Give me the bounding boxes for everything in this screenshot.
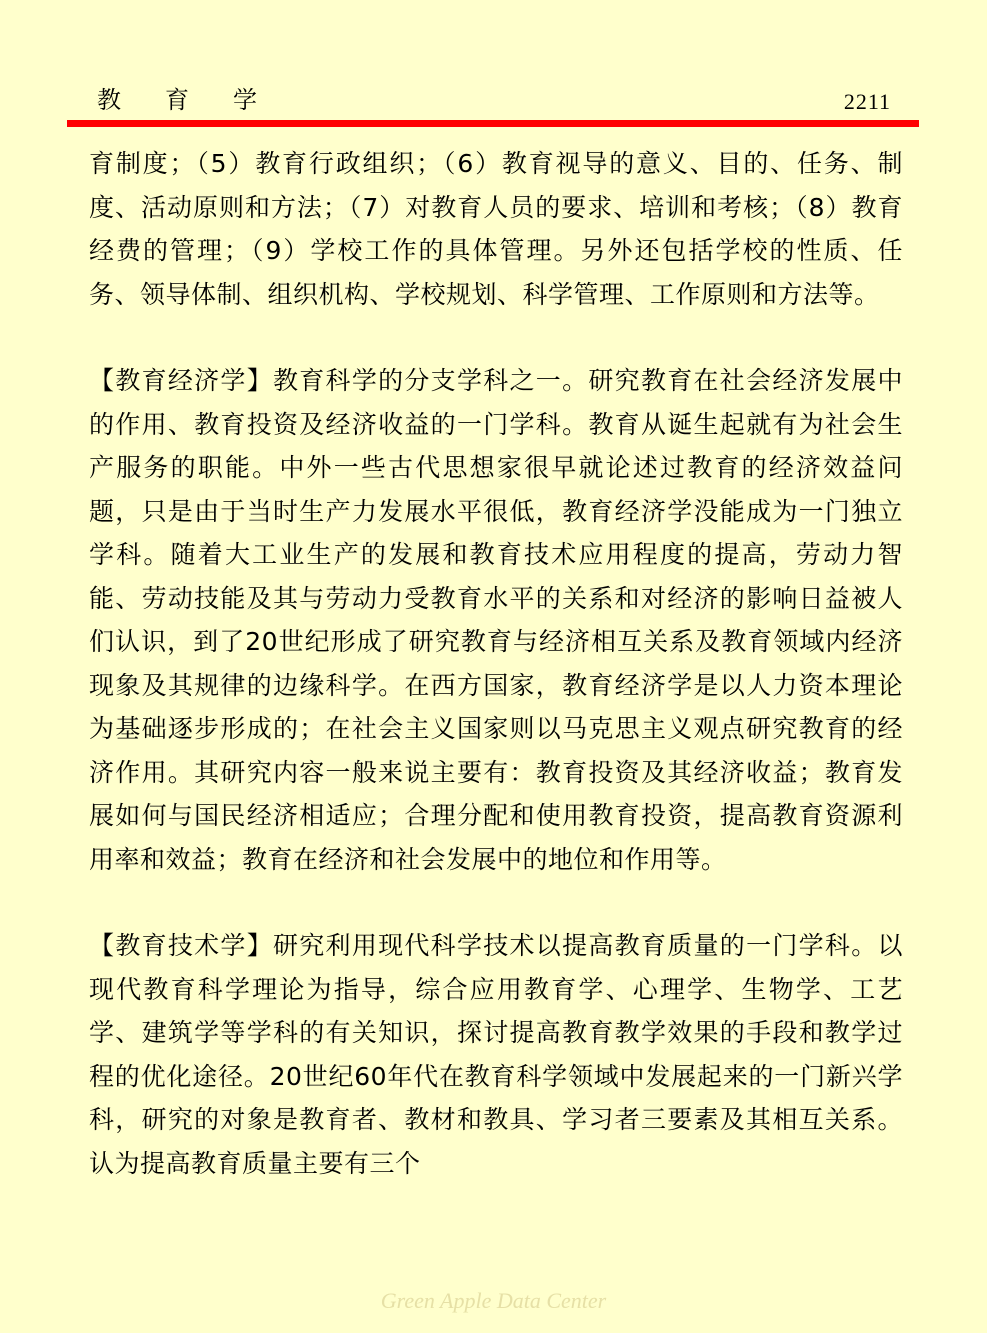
entry-text: 育制度；（5）教育行政组织；（6）教育视导的意义、目的、任务、制度、活动原则和方法；（7）对教育人员的要求、培训和考核；（8）教育经费的管理；（9）学校工作的具体管理。另外还包括学校的性质、任务、领导体制、组织机构、学校规划、科学管理、工作原则和方法等。 xyxy=(89,149,903,309)
entry-term: 【教育技术学】 xyxy=(89,931,273,960)
header-rule xyxy=(67,120,919,127)
running-title: 教育学 xyxy=(97,86,301,114)
entry-text: 教育科学的分支学科之一。研究教育在社会经济发展中的作用、教育投资及经济收益的一门学科。教育从诞生起就有为社会生产服务的职能。中外一些古代思想家很早就论述过教育的经济效益问题，只是由于当时生产力发展水平很低，教育经济学没能成为一门独立学科。随着大工业生产的发展和教育技术应用程度的提高，劳动力智能、劳动技能及其与劳动力受教育水平的关系和对经济的影响日益被人们认识，到了20世纪形成了研究教育与经济相互关系及教育领域内经济现象及其规律的边缘科学。在西方国家，教育经济学是以人力资本理论为基础逐步形成的；在社会主义国家则以马克思主义观点研究教育的经济作用。其研究内容一般来说主要有：教育投资及其经济收益；教育发展如何与国民经济相适应；合理分配和使用教育投资，提高教育资源利用率和效益；教育在经济和社会发展中的地位和作用等。 xyxy=(89,366,903,874)
watermark: Green Apple Data Center xyxy=(380,1288,607,1313)
entry-educational-technology xyxy=(89,924,903,1185)
entry-text: 研究利用现代科学技术以提高教育质量的一门学科。以现代教育科学理论为指导，综合应用教育学、心理学、生物学、工艺学、建筑学等学科的有关知识，探讨提高教育教学效果的手段和教学过程的优化途径。20世纪60年代在教育科学领域中发展起来的一门新兴学科，研究的对象是教育者、教材和教具、学习者三要素及其相互关系。认为提高教育质量主要有三个 xyxy=(89,931,903,1178)
paragraph-continuation xyxy=(89,142,903,316)
body-text xyxy=(89,142,903,1185)
entry-education-economics xyxy=(89,359,903,881)
page-number: 2211 xyxy=(843,89,891,114)
page-header xyxy=(67,82,919,128)
entry-term: 【教育经济学】 xyxy=(89,366,273,395)
